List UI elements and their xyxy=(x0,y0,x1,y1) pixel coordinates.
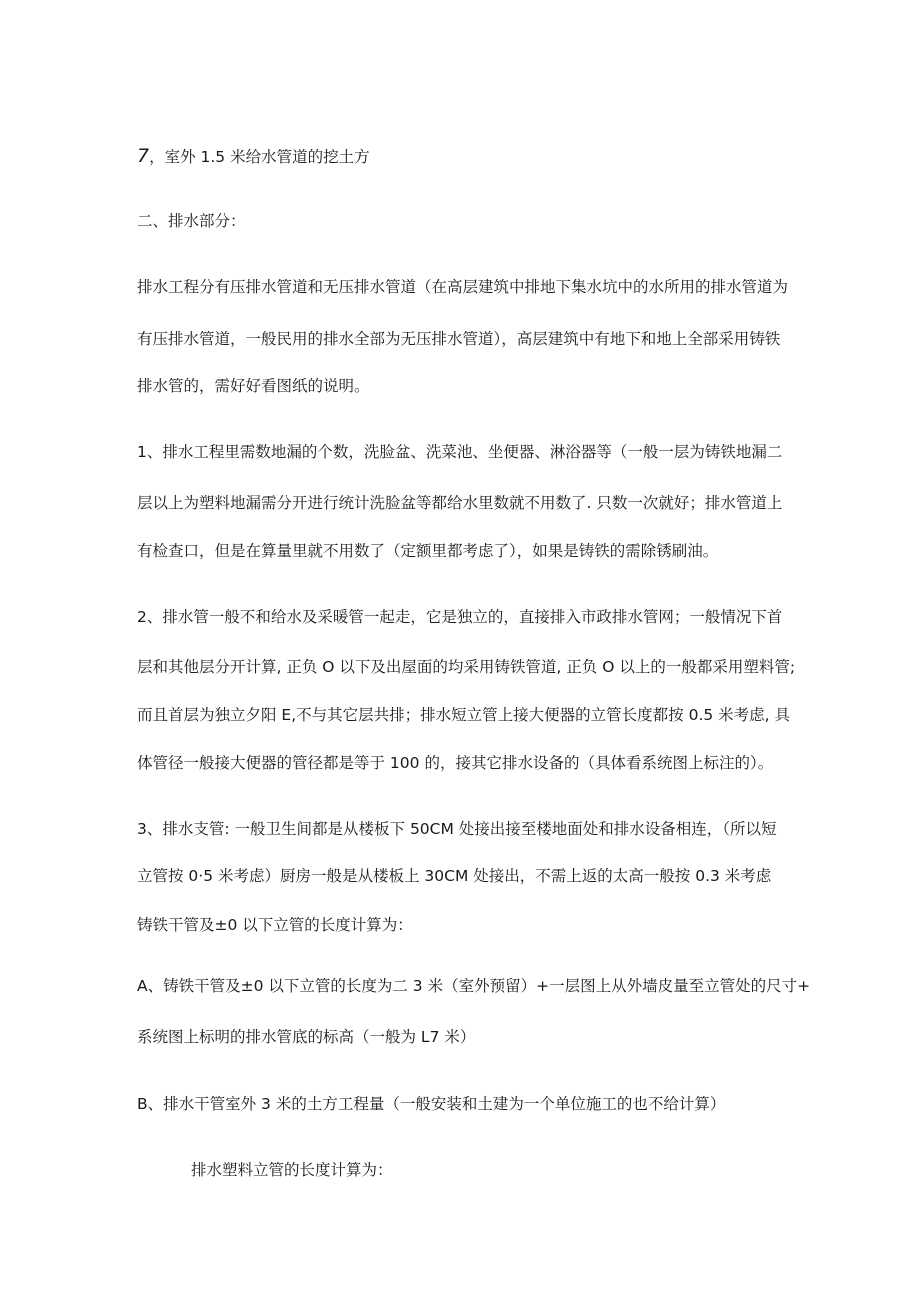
p1-line-1: 1、排水工程里需数地漏的个数，洗脸盆、洗菜池、坐便器、淋浴器等（一般一层为铸铁地漏二 xyxy=(137,443,783,461)
p3-line-3: 铸铁干管及±0 以下立管的长度计算为： xyxy=(137,916,413,934)
intro-line-3: 排水管的，需好好看图纸的说明。 xyxy=(137,377,370,395)
plastic-riser-heading: 排水塑料立管的长度计算为： xyxy=(191,1161,393,1179)
pA-line-2: 系统图上标明的排水管底的标高（一般为 L7 米） xyxy=(137,1028,476,1046)
p3-line-1: 3、排水支管: 一般卫生间都是从楼板下 50CM 处接出接至楼地面处和排水设备相连，（所以短 xyxy=(137,820,777,838)
p2-line-3: 而且首层为独立夕阳 E,不与其它层共排；排水短立管上接大便器的立管长度都按 0.5 米考虑, 具 xyxy=(137,706,791,724)
section-2-heading: 二、排水部分： xyxy=(137,212,246,230)
intro-line-2: 有压排水管道，一般民用的排水全部为无压排水管道），高层建筑中有地下和地上全部采用铸铁 xyxy=(137,330,781,348)
item-7-number: 7 xyxy=(137,145,150,167)
item-7 xyxy=(137,146,787,167)
p3-line-2: 立管按 0·5 米考虑）厨房一般是从楼板上 30CM 处接出，不需上返的太高一般按 0.3 米考虑 xyxy=(137,867,772,885)
p1-line-3: 有检查口，但是在算量里就不用数了（定额里都考虑了），如果是铸铁的需除锈刷油。 xyxy=(137,542,719,560)
pB-line: B、排水干管室外 3 米的土方工程量（一般安装和土建为一个单位施工的也不给计算） xyxy=(137,1095,726,1113)
pA-line-1: A、铸铁干管及±0 以下立管的长度为二 3 米（室外预留）+一层图上从外墙皮量至立管处的尺寸+ xyxy=(137,977,811,995)
p2-line-2: 层和其他层分开计算, 正负 O 以下及出屋面的均采用铸铁管道, 正负 O 以上的一般都采用塑料管; xyxy=(137,658,796,676)
item-7-text: ，室外 1.5 米给水管道的挖土方 xyxy=(149,148,370,166)
intro-line-1: 排水工程分有压排水管道和无压排水管道（在高层建筑中排地下集水坑中的水所用的排水管道为 xyxy=(137,278,789,296)
p1-line-2: 层以上为塑料地漏需分开进行统计洗脸盆等都给水里数就不用数了. 只数一次就好；排水管道上 xyxy=(137,494,783,512)
p2-line-4: 体管径一般接大便器的管径都是等于 100 的，接其它排水设备的（具体看系统图上标注的）。 xyxy=(137,754,774,772)
p2-line-1: 2、排水管一般不和给水及采暖管一起走，它是独立的，直接排入市政排水管网；一般情况下首 xyxy=(137,608,783,626)
